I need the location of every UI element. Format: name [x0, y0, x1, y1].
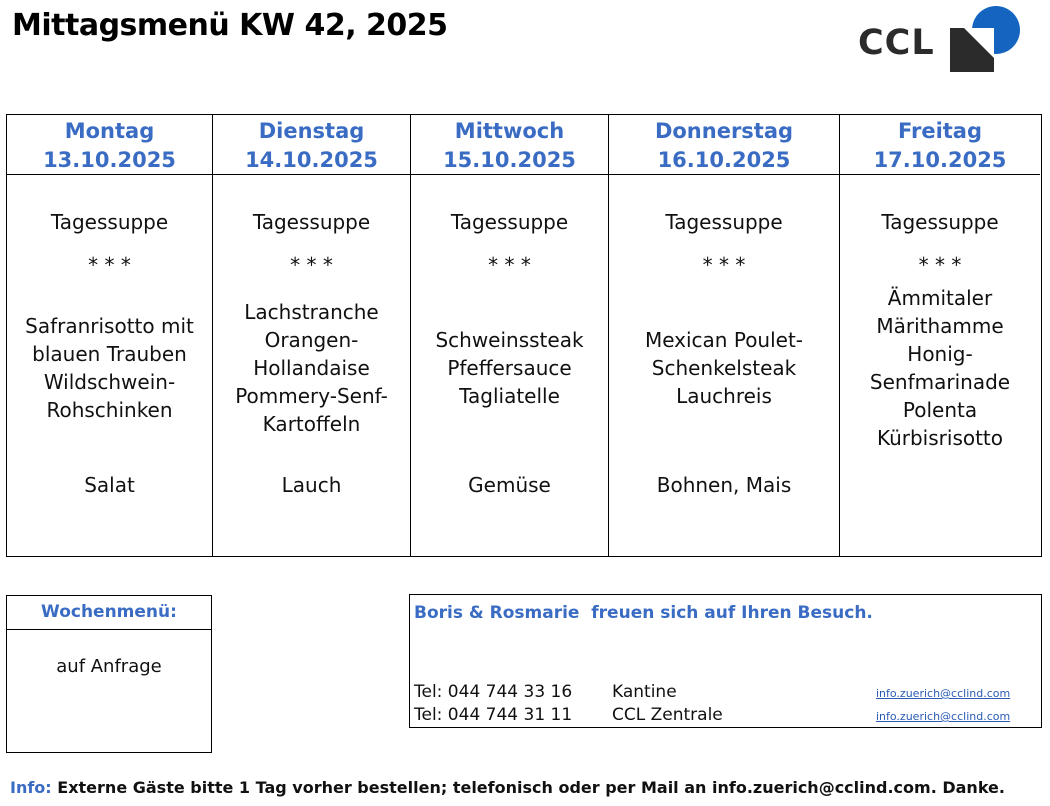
logo-mark-icon	[950, 6, 1022, 72]
day-header	[411, 115, 608, 175]
day-column-friday	[840, 115, 1040, 556]
day-header	[7, 115, 212, 175]
day-menu	[7, 175, 212, 556]
day-header	[213, 115, 410, 175]
main-line: Kürbisrisotto	[876, 426, 1004, 450]
day-date: 17.10.2025	[873, 148, 1007, 172]
main-line: Schenkelsteak	[651, 356, 797, 380]
main-line: Pfeffersauce	[447, 356, 572, 380]
separator: * * *	[918, 253, 962, 277]
day-header	[840, 115, 1040, 175]
main-line: Mexican Poulet-	[644, 328, 804, 352]
email-link[interactable]: info.zuerich@cclind.com	[876, 710, 1011, 723]
separator: * * *	[88, 253, 131, 277]
day-name: Donnerstag	[654, 119, 794, 143]
page-title: Mittagsmenü KW 42, 2025	[12, 8, 448, 43]
day-name: Montag	[64, 119, 155, 143]
soup: Tagessuppe	[50, 210, 169, 234]
main-line: Kartoffeln	[262, 412, 361, 436]
email-link[interactable]: info.zuerich@cclind.com	[876, 687, 1011, 700]
main-line: Ämmitaler	[887, 286, 993, 310]
main-line: Safranrisotto mit	[25, 314, 194, 338]
day-name: Dienstag	[258, 119, 365, 143]
soup: Tagessuppe	[450, 210, 569, 234]
main-line: Orangen-	[264, 328, 359, 352]
menu-table	[6, 114, 1042, 557]
day-menu	[840, 175, 1040, 556]
soup: Tagessuppe	[252, 210, 371, 234]
day-date: 16.10.2025	[657, 148, 791, 172]
main-line: Honig-	[907, 342, 973, 366]
day-header	[609, 115, 839, 175]
day-date: 13.10.2025	[43, 148, 176, 172]
weekly-menu-heading: Wochenmenü:	[7, 596, 211, 630]
main-line: blauen Trauben	[32, 342, 187, 366]
phone-number: Tel: 044 744 31 11	[414, 705, 573, 725]
main-line: Tagliatelle	[459, 384, 560, 408]
day-column-monday	[7, 115, 213, 556]
main-line: Hollandaise	[253, 356, 370, 380]
day-menu	[609, 175, 839, 556]
day-menu	[411, 175, 608, 556]
main-line: Lauchreis	[676, 384, 772, 408]
day-menu	[213, 175, 410, 556]
phone-number: Tel: 044 744 33 16	[414, 682, 573, 702]
day-date: 15.10.2025	[443, 148, 576, 172]
info-footer	[10, 778, 1005, 797]
main-line: Rohschinken	[46, 398, 173, 422]
main-line: Pommery-Senf-	[235, 384, 388, 408]
main-line: Polenta	[902, 398, 978, 422]
soup: Tagessuppe	[665, 210, 783, 234]
day-column-tuesday	[213, 115, 411, 556]
main-line: Senfmarinade	[869, 370, 1011, 394]
side-dish: Gemüse	[468, 473, 551, 497]
main-line: Märithamme	[876, 314, 1004, 338]
day-name: Mittwoch	[454, 119, 565, 143]
main-line: Schweinssteak	[435, 328, 584, 352]
contact-place: Kantine	[612, 682, 677, 702]
main-line: Lachstranche	[244, 300, 379, 324]
day-column-wednesday	[411, 115, 609, 556]
contact-place: CCL Zentrale	[612, 705, 723, 725]
side-dish: Salat	[84, 473, 135, 497]
day-date: 14.10.2025	[245, 148, 378, 172]
side-dish: Bohnen, Mais	[656, 473, 792, 497]
day-name: Freitag	[897, 119, 983, 143]
info-text: Externe Gäste bitte 1 Tag vorher bestellen; telefonisch oder per Mail an info.zuerich@cclind.com. Danke.	[57, 778, 1005, 797]
main-line: Wildschwein-	[43, 370, 176, 394]
separator: * * *	[488, 253, 531, 277]
weekly-menu-box	[6, 595, 212, 753]
logo-text: CCL	[858, 23, 935, 63]
day-column-thursday	[609, 115, 840, 556]
info-label: Info:	[10, 778, 52, 797]
greeting: Boris & Rosmarie freuen sich auf Ihren Besuch.	[414, 603, 873, 623]
separator: * * *	[290, 253, 333, 277]
separator: * * *	[702, 253, 746, 277]
side-dish: Lauch	[281, 473, 342, 497]
soup: Tagessuppe	[881, 210, 999, 234]
weekly-menu-text: auf Anfrage	[56, 656, 162, 677]
contact-box	[409, 594, 1042, 728]
ccl-logo	[858, 6, 1023, 72]
